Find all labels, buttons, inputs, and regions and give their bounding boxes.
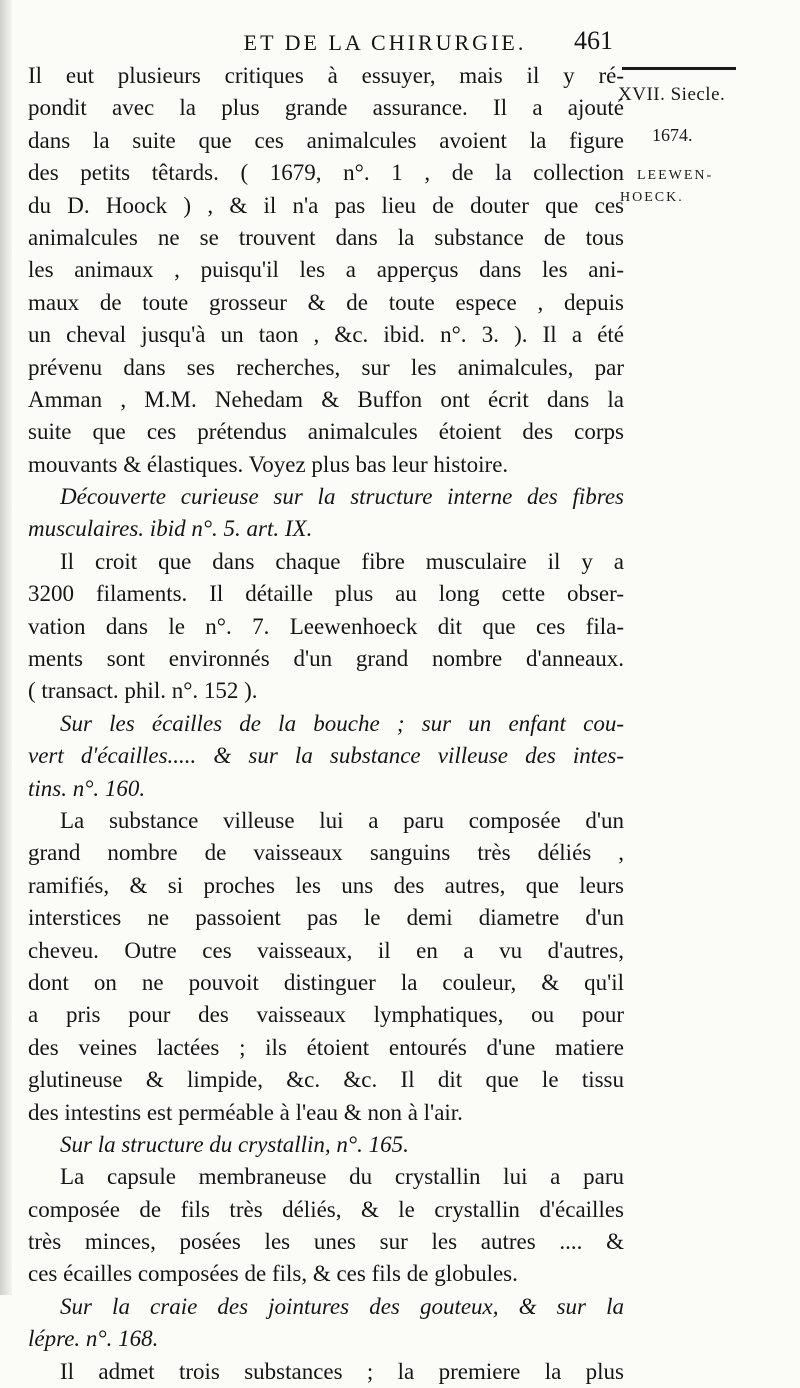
- section-heading-crystalline: Sur la structure du crystallin, n°. 165.: [60, 1131, 409, 1157]
- text-line: pondit avec la plus grande assurance. Il a ajouté: [28, 95, 624, 121]
- margin-note-author: LEEWEN-: [637, 168, 714, 183]
- text-line: suite que ces prétendus animalcules étoient des corps: [28, 419, 624, 445]
- text-line: vation dans le n°. 7. Leewenhoeck dit que ces fila-: [28, 613, 624, 639]
- text-line: prévenu dans ses recherches, sur les animalcules, par: [28, 354, 624, 380]
- text-line: animalcules ne se trouvent dans la substance de tous: [28, 224, 624, 250]
- margin-note-author-cont: HOECK.: [620, 190, 684, 205]
- text-line: ments sont environnés d'un grand nombre d'anneaux.: [28, 646, 624, 672]
- body-text: [28, 60, 624, 1388]
- text-line: très minces, posées les unes sur les autres .... &: [28, 1229, 624, 1255]
- header-rule: [622, 67, 736, 70]
- text-line: cheveu. Outre ces vaisseaux, il en a vu d'autres,: [28, 937, 624, 963]
- text-line: Il admet trois substances ; la premiere la plus: [60, 1358, 624, 1384]
- text-line: maux de toute grosseur & de toute espece , depuis: [28, 289, 624, 315]
- margin-note-century: XVII. Siecle.: [618, 84, 726, 105]
- text-line: Il eut plusieurs critiques à essuyer, mais il y ré-: [28, 63, 624, 88]
- text-line: glutineuse & limpide, &c. &c. Il dit que le tissu: [28, 1067, 624, 1093]
- margin-note-year: 1674.: [652, 125, 693, 145]
- text-line: 3200 filaments. Il détaille plus au long cette obser-: [28, 581, 624, 607]
- text-line: dans la suite que ces animalcules avoient la figure: [28, 127, 624, 153]
- text-line: composée de fils très déliés, & le crystallin d'écailles: [28, 1196, 624, 1222]
- section-heading-gout-cont: lépre. n°. 168.: [28, 1326, 159, 1352]
- text-line: ces écailles composées de fils, & ces fils de globules.: [28, 1261, 518, 1287]
- text-line: interstices ne passoient pas le demi diametre d'un: [28, 905, 624, 931]
- text-line: Amman , M.M. Nehedam & Buffon ont écrit dans la: [28, 386, 624, 412]
- section-heading-scales: Sur les écailles de la bouche ; sur un enfant cou-: [60, 710, 624, 736]
- text-line: La capsule membraneuse du crystallin lui a paru: [60, 1164, 624, 1190]
- text-line: a pris pour des vaisseaux lymphatiques, ou pour: [28, 1002, 624, 1028]
- text-line: ( transact. phil. n°. 152 ).: [28, 678, 258, 704]
- text-line: La substance villeuse lui a paru composée d'un: [60, 807, 624, 833]
- section-heading-muscle-fibres-cont: musculaires. ibid n°. 5. art. IX.: [28, 516, 313, 542]
- text-line: du D. Hoock ) , & il n'a pas lieu de douter que ces: [28, 192, 624, 218]
- text-line: dont on ne pouvoit distinguer la couleur, & qu'il: [28, 969, 624, 995]
- text-line: un cheval jusqu'à un taon , &c. ibid. n°. 3. ). Il a été: [28, 322, 624, 348]
- text-line: des veines lactées ; ils étoient entourés d'une matiere: [28, 1034, 624, 1060]
- text-line: Il croit que dans chaque fibre musculaire il y a: [60, 548, 624, 574]
- section-heading-muscle-fibres: Découverte curieuse sur la structure interne des fibres: [60, 484, 624, 510]
- running-title: ET DE LA CHIRURGIE.: [243, 30, 527, 55]
- text-line: les animaux , puisqu'il les a apperçus dans les ani-: [28, 257, 624, 283]
- section-heading-scales-end: tins. n°. 160.: [28, 775, 146, 801]
- section-heading-gout: Sur la craie des jointures des gouteux, & sur la: [60, 1293, 624, 1319]
- text-line: mouvants & élastiques. Voyez plus bas leur histoire.: [28, 451, 509, 477]
- page-gutter-shadow: [0, 0, 12, 1295]
- page-number: 461: [574, 26, 613, 55]
- section-heading-scales-cont: vert d'écailles..... & sur la substance villeuse des intes-: [28, 743, 624, 769]
- text-line: des intestins est perméable à l'eau & non à l'air.: [28, 1099, 463, 1125]
- text-line: grand nombre de vaisseaux sanguins très déliés ,: [28, 840, 624, 866]
- text-line: ramifiés, & si proches les uns des autres, que leurs: [28, 872, 624, 898]
- text-line: des petits têtards. ( 1679, n°. 1 , de la collection: [28, 160, 624, 186]
